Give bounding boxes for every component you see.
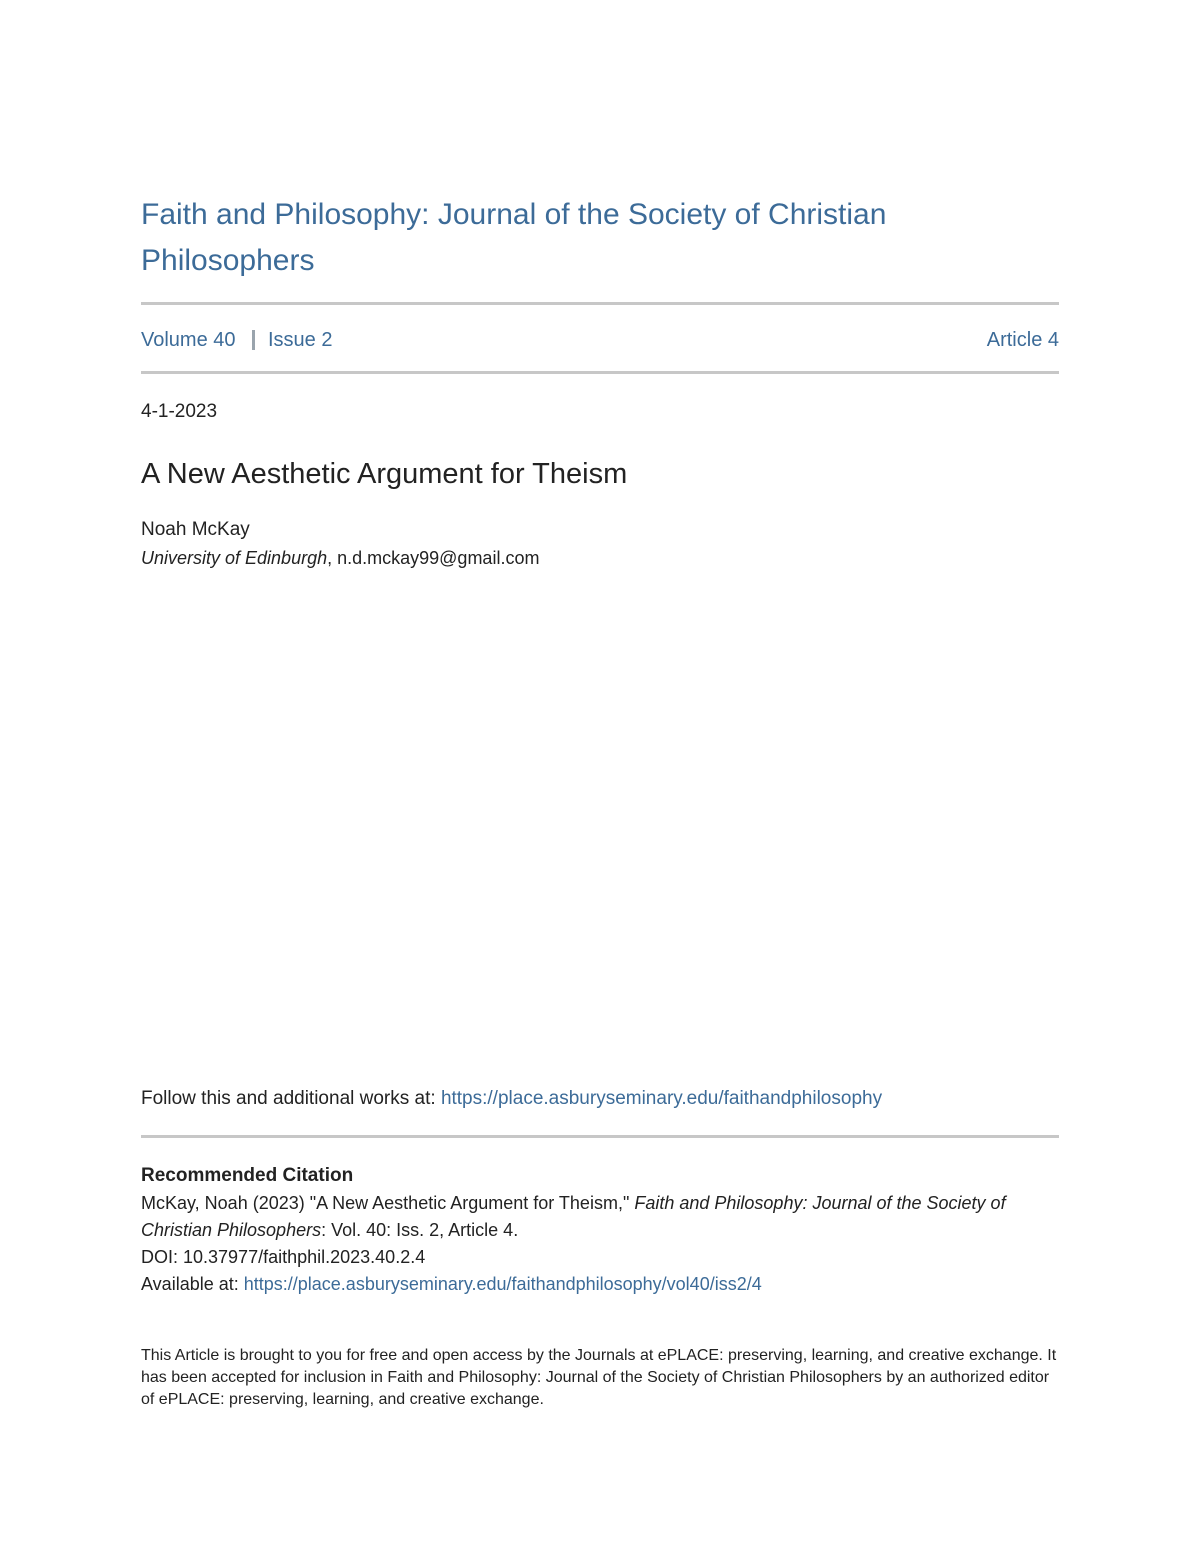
volume-link[interactable]: Volume 40 [141,329,236,351]
issue-info-row [141,325,1059,355]
access-notice: This Article is brought to you for free and open access by the Journals at ePLACE: preserving, learning, and creative exchange. It has been accepted for inclusion in Faith and Philosophy: Journal of the Society of Christian Philosophers by an authorized editor of ePLACE: preserving, learning, and creative exchange. [141,1347,1057,1408]
divider-middle [141,371,1059,374]
citation-available [141,1271,1059,1298]
follow-url-link[interactable]: https://place.asburyseminary.edu/faithandphilosophy [440,1088,883,1109]
publication-date: 4-1-2023 [141,401,218,422]
author-institution: University of Edinburgh [141,548,328,568]
author-affiliation [141,545,539,571]
article-number-link[interactable]: Article 4 [986,329,1059,351]
issue-link[interactable]: Issue 2 [268,329,333,351]
citation-text [141,1190,1059,1244]
divider-top [141,302,1059,305]
follow-label: Follow this and additional works at: [141,1088,441,1109]
article-title: A New Aesthetic Argument for Theism [141,458,628,490]
citation-part2: : Vol. 40: Iss. 2, Article 4. [321,1220,519,1240]
author-name: Noah McKay [141,519,250,540]
author-email: n.d.mckay99@gmail.com [337,548,540,568]
journal-title-link[interactable]: Faith and Philosophy: Journal of the Society of Christian Philosophers [141,198,887,277]
issue-separator [252,330,255,350]
citation-part1: McKay, Noah (2023) "A New Aesthetic Argument for Theism," [141,1193,635,1213]
citation-doi: DOI: 10.37977/faithphil.2023.40.2.4 [141,1247,426,1267]
citation-block [141,1190,1059,1298]
email-separator: , [327,548,338,568]
divider-bottom [141,1135,1059,1138]
cover-page [141,0,1059,1553]
follow-works [141,1085,882,1113]
recommended-citation-heading: Recommended Citation [141,1165,354,1186]
available-url-link[interactable]: https://place.asburyseminary.edu/faithandphilosophy/vol40/iss2/4 [243,1274,762,1294]
available-label: Available at: [141,1274,244,1294]
citation-journal: Faith and Philosophy: Journal of the Society of Christian Philosophers [141,1193,1006,1240]
